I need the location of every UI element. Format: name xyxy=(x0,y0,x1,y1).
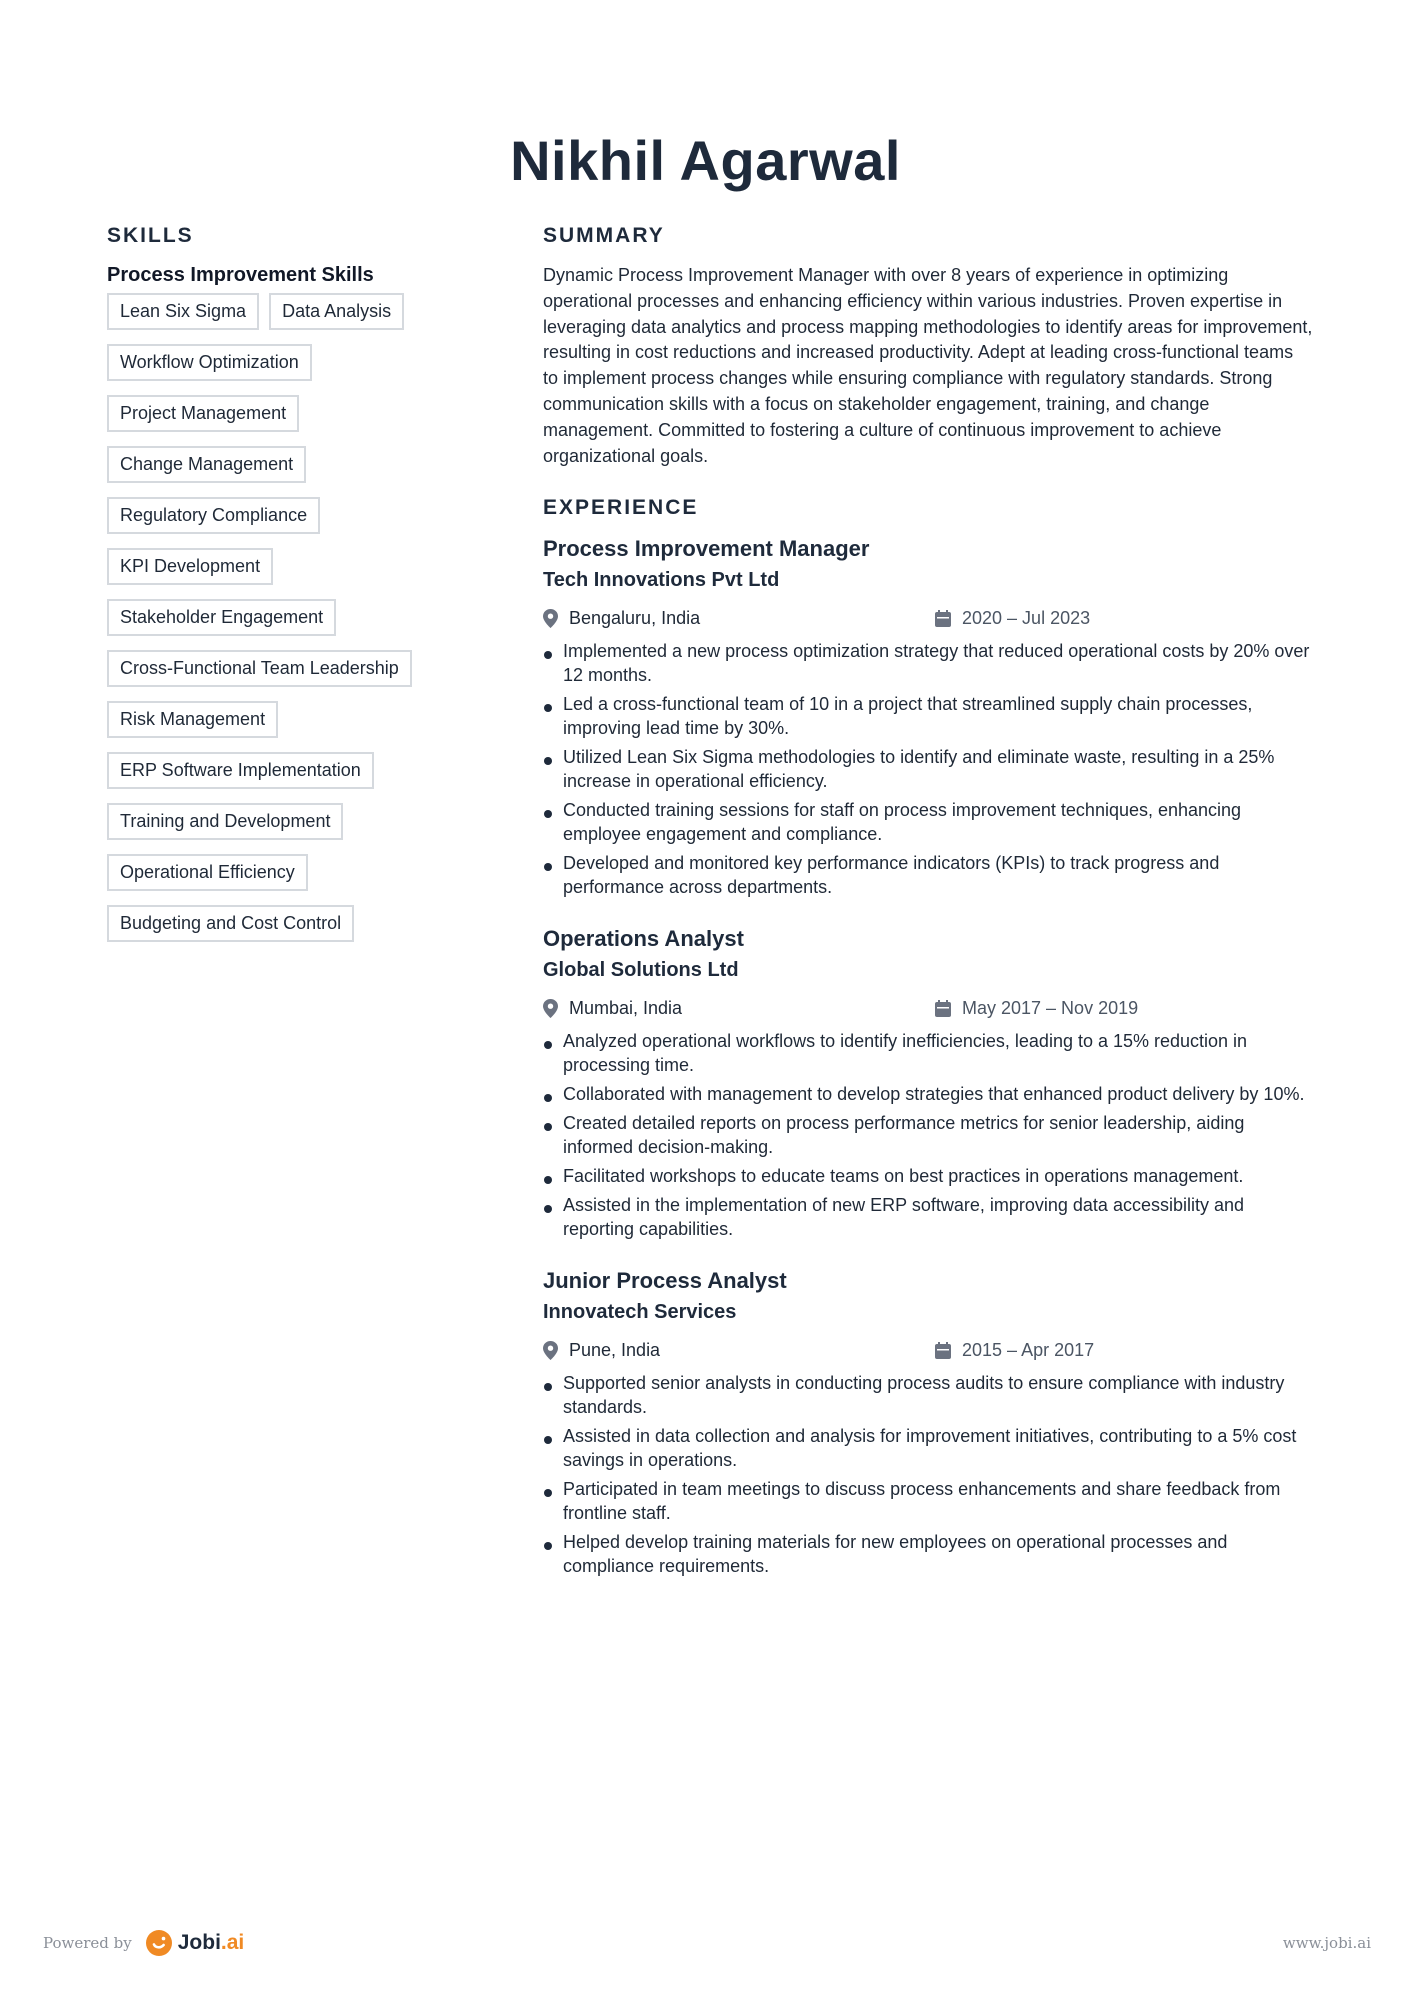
list-item: Facilitated workshops to educate teams on best practices in operations management. xyxy=(543,1164,1313,1188)
job-meta xyxy=(543,995,1313,1021)
job-location: Pune, India xyxy=(569,1340,661,1361)
job-entry xyxy=(543,1267,1313,1578)
skill-tags xyxy=(107,293,487,956)
job-bullets xyxy=(543,1371,1313,1578)
list-item: Developed and monitored key performance indicators (KPIs) to track progress and performance across departments. xyxy=(543,851,1313,899)
list-item: Assisted in data collection and analysis for improvement initiatives, contributing to a 5% cost savings in operations. xyxy=(543,1424,1313,1472)
location-pin-icon xyxy=(543,1341,558,1360)
list-item: Assisted in the implementation of new ERP software, improving data accessibility and reporting capabilities. xyxy=(543,1193,1313,1241)
calendar-icon xyxy=(935,610,951,627)
list-item: Supported senior analysts in conducting process audits to ensure compliance with industry standards. xyxy=(543,1371,1313,1419)
list-item: Led a cross-functional team of 10 in a project that streamlined supply chain processes, improving lead time by 30%. xyxy=(543,692,1313,740)
powered-by-footer xyxy=(43,1930,244,1956)
brand-name: Jobi.ai xyxy=(177,1931,245,1954)
company-name: Innovatech Services xyxy=(543,1301,737,1324)
list-item: Collaborated with management to develop strategies that enhanced product delivery by 10%. xyxy=(543,1082,1313,1106)
calendar-icon xyxy=(935,1000,951,1017)
experience-heading: EXPERIENCE xyxy=(543,496,699,520)
skill-tag: Cross-Functional Team Leadership xyxy=(107,650,412,687)
list-item: Created detailed reports on process performance metrics for senior leadership, aiding informed decision-making. xyxy=(543,1111,1313,1159)
jobi-logo-icon xyxy=(146,1930,172,1956)
list-item: Helped develop training materials for new employees on operational processes and compliance requirements. xyxy=(543,1530,1313,1578)
skill-tag: KPI Development xyxy=(107,548,273,585)
list-item: Participated in team meetings to discuss process enhancements and share feedback from frontline staff. xyxy=(543,1477,1313,1525)
skills-heading: SKILLS xyxy=(107,224,194,247)
summary-heading: SUMMARY xyxy=(543,224,665,247)
skill-tag: Stakeholder Engagement xyxy=(107,599,336,636)
skill-tag: Training and Development xyxy=(107,803,343,840)
job-title: Operations Analyst xyxy=(543,926,744,952)
job-meta xyxy=(543,605,1313,631)
calendar-icon xyxy=(935,1342,951,1359)
skill-tag: Data Analysis xyxy=(269,293,404,330)
left-column xyxy=(107,223,487,956)
location-pin-icon xyxy=(543,999,558,1018)
candidate-name: Nikhil Agarwal xyxy=(510,129,901,192)
company-name: Tech Innovations Pvt Ltd xyxy=(543,569,780,592)
skill-tag: Change Management xyxy=(107,446,306,483)
powered-by-label: Powered by xyxy=(43,1934,132,1952)
skill-tag: Project Management xyxy=(107,395,299,432)
skill-tag: Operational Efficiency xyxy=(107,854,308,891)
job-dates: May 2017 – Nov 2019 xyxy=(962,998,1139,1019)
list-item: Utilized Lean Six Sigma methodologies to identify and eliminate waste, resulting in a 25% increase in operational efficiency. xyxy=(543,745,1313,793)
skill-tag: Risk Management xyxy=(107,701,278,738)
skill-tag: Budgeting and Cost Control xyxy=(107,905,354,942)
job-title: Junior Process Analyst xyxy=(543,1268,787,1294)
list-item: Implemented a new process optimization strategy that reduced operational costs by 20% over 12 months. xyxy=(543,639,1313,687)
job-title: Process Improvement Manager xyxy=(543,536,870,562)
job-bullets xyxy=(543,639,1313,899)
company-name: Global Solutions Ltd xyxy=(543,959,739,982)
list-item: Conducted training sessions for staff on process improvement techniques, enhancing employee engagement and compliance. xyxy=(543,798,1313,846)
website-link[interactable]: www.jobi.ai xyxy=(1282,1934,1371,1952)
skill-tag: ERP Software Implementation xyxy=(107,752,374,789)
list-item: Analyzed operational workflows to identify inefficiencies, leading to a 15% reduction in processing time. xyxy=(543,1029,1313,1077)
skill-tag: Lean Six Sigma xyxy=(107,293,259,330)
jobi-logo[interactable] xyxy=(146,1930,245,1956)
job-dates: 2015 – Apr 2017 xyxy=(962,1340,1095,1361)
right-column xyxy=(543,223,1313,1583)
job-entry xyxy=(543,925,1313,1241)
job-location: Mumbai, India xyxy=(569,998,683,1019)
job-dates: 2020 – Jul 2023 xyxy=(962,608,1091,629)
skill-group-title: Process Improvement Skills xyxy=(107,264,374,286)
job-meta xyxy=(543,1337,1313,1363)
summary-text: Dynamic Process Improvement Manager with over 8 years of experience in optimizing operational processes and enhancing efficiency within various industries. Proven expertise in leveraging data analytics and process mapping methodologies to identify areas for improvement, resulting in cost reductions and increased productivity. Adept at leading cross-functional teams to implement process changes while ensuring compliance with regulatory standards. Strong communication skills with a focus on stakeholder engagement, training, and change management. Committed to fostering a culture of continuous improvement to achieve organizational goals. xyxy=(543,265,1313,466)
location-pin-icon xyxy=(543,609,558,628)
skill-tag: Regulatory Compliance xyxy=(107,497,320,534)
experience-section xyxy=(543,495,1313,1578)
job-entry xyxy=(543,535,1313,899)
job-bullets xyxy=(543,1029,1313,1241)
job-location: Bengaluru, India xyxy=(569,608,701,629)
skill-tag: Workflow Optimization xyxy=(107,344,312,381)
